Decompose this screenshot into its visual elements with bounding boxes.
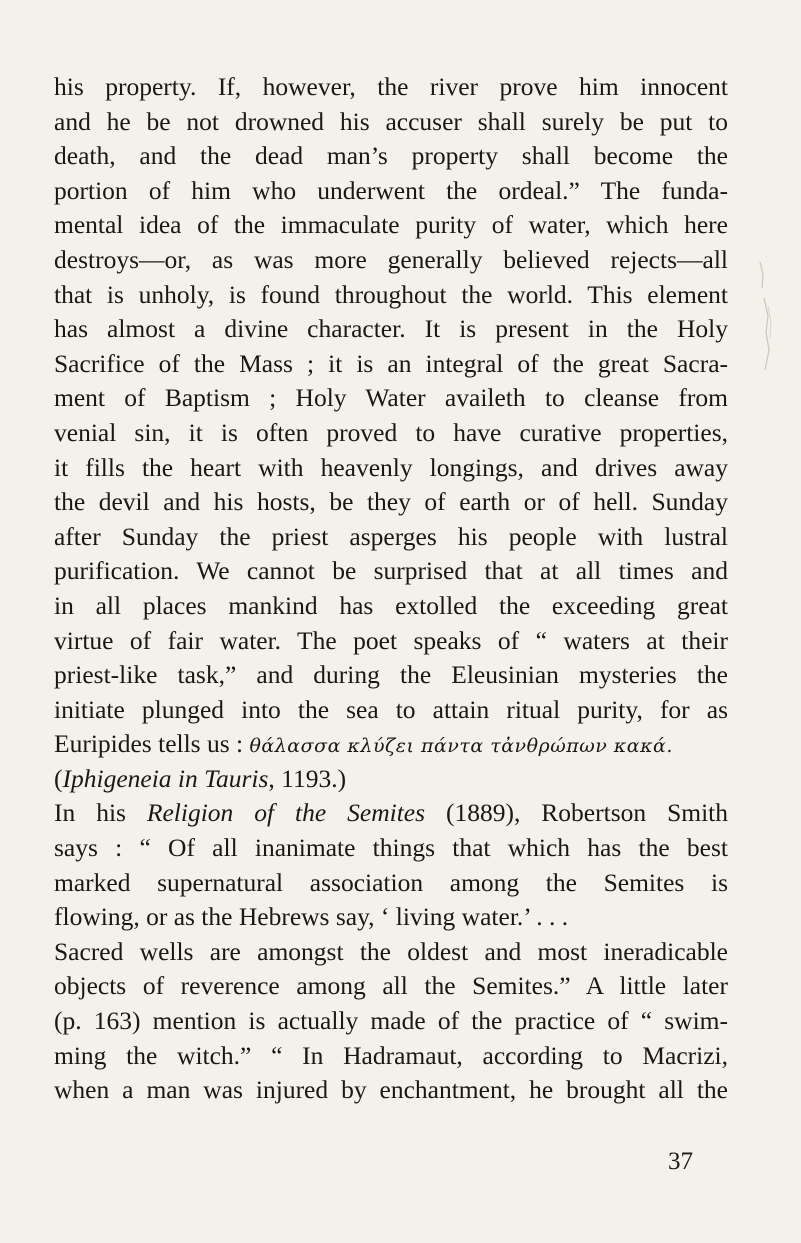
page-number: 37 (668, 1148, 693, 1175)
text-line-3: death, and the dead man’s property shall become the (54, 141, 728, 171)
text-line-19: initiate plunged into the sea to attain ritual purity, for as (54, 694, 728, 724)
text-line-4: portion of him who underwent the ordeal.” The funda- (54, 175, 728, 205)
religion-title: Religion of the Semites (146, 798, 426, 828)
greek-quotation: θάλασσα κλύζει πάντα τἀνθρώπων κακά. (249, 735, 673, 758)
bleed-through-mark (754, 258, 776, 376)
euripides-line (54, 727, 728, 762)
text-line-24: marked supernatural association among the Semites is (54, 867, 728, 897)
religion-line (54, 796, 728, 831)
text-line-27: objects of reverence among all the Semites.” A little later (54, 971, 728, 1001)
text-line-11: venial sin, it is often proved to have curative properties, (54, 417, 728, 447)
religion-title-wrap (147, 798, 425, 827)
text-line-6: destroys—or, as was more generally believed rejects—all (54, 244, 728, 274)
text-line-5: mental idea of the immaculate purity of water, which here (54, 210, 728, 240)
text-line-30: when a man was injured by enchantment, he brought all the (54, 1075, 728, 1105)
citation-title: Iphigeneia in Tauris (62, 763, 269, 793)
text-line-16: in all places mankind has extolled the exceeding great (54, 590, 728, 620)
text-line-28: (p. 163) mention is actually made of the practice of “ swim- (54, 1006, 728, 1036)
euripides-prefix: Euripides tells us : (54, 729, 250, 759)
text-line-25: flowing, or as the Hebrews say, ‘ living water.’ . . . (54, 902, 569, 932)
text-line-12: it fills the heart with heavenly longings, and drives away (54, 452, 728, 482)
text-line-26: Sacred wells are amongst the oldest and most ineradicable (54, 936, 728, 966)
text-line-9: Sacrifice of the Mass ; it is an integral of the great Sacra- (54, 348, 728, 378)
religion-prefix: In his (54, 798, 147, 828)
text-line-13: the devil and his hosts, be they of earth or of hell. Sunday (54, 487, 728, 517)
text-line-14: after Sunday the priest asperges his people with lustral (54, 521, 728, 551)
text-line-23: says : “ Of all inanimate things that which has the best (54, 833, 728, 863)
text-line-15: purification. We cannot be surprised that at all times and (54, 556, 728, 586)
citation-rest: , 1193.) (268, 763, 347, 793)
body-text (54, 70, 728, 1108)
text-line-29: ming the witch.” “ In Hadramaut, according to Macrizi, (54, 1040, 728, 1070)
religion-rest: (1889), Robertson Smith (425, 798, 729, 828)
citation-line (54, 762, 728, 797)
citation-open: ( (54, 763, 63, 793)
text-line-8: has almost a divine character. It is present in the Holy (54, 314, 728, 344)
text-line-1: his property. If, however, the river prove him innocent (54, 72, 728, 101)
text-line-17: virtue of fair water. The poet speaks of “ waters at their (54, 625, 728, 655)
text-line-2: and he be not drowned his accuser shall surely be put to (54, 106, 728, 136)
text-line-10: ment of Baptism ; Holy Water availeth to cleanse from (54, 383, 728, 413)
text-line-18: priest-like task,” and during the Eleusinian mysteries the (54, 660, 728, 690)
text-line-7: that is unholy, is found throughout the world. This element (54, 279, 728, 309)
